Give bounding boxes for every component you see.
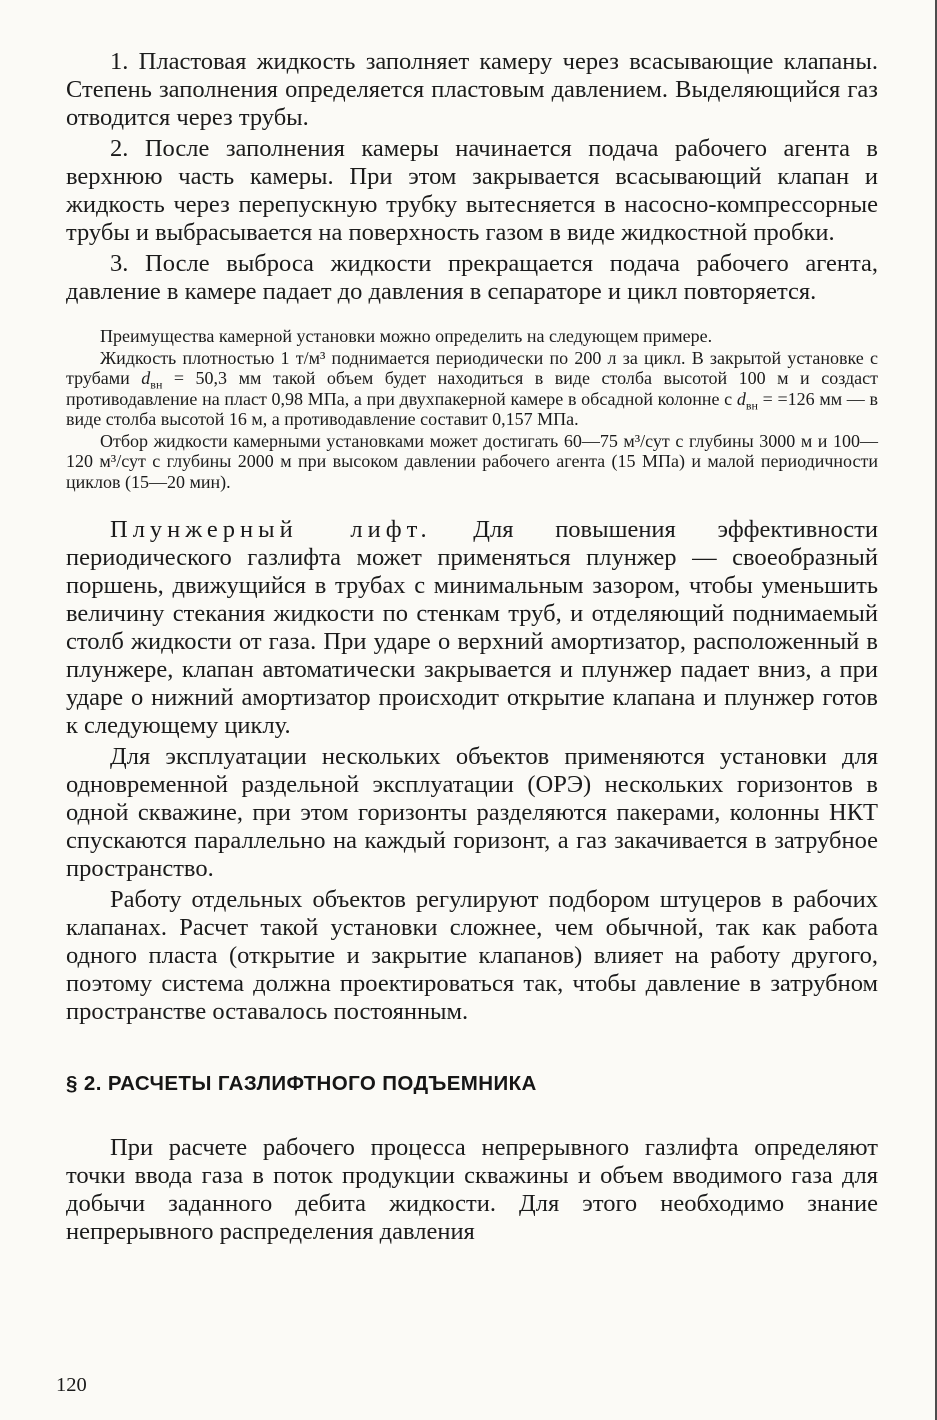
- example-intro-paragraph: Преимущества камерной установки можно определить на следующем примере.: [100, 326, 713, 346]
- numbered-item-1: 1. Пластовая жидкость заполняет камеру через всасывающие клапаны. Степень заполнения определяется пластовым давлением. Выделяющийся газ отводится через трубы.: [66, 48, 878, 131]
- variable-d: d: [141, 368, 151, 388]
- numbered-item-2: 2. После заполнения камеры начинается подача рабочего агента в верхнюю часть камеры. При этом закрывается всасывающий клапан и жидкость через перепускную трубку вытесняется в насосно-компрессорные трубы и выбрасывается на поверхность газом в виде жидкостной пробки.: [66, 135, 878, 246]
- book-page: [66, 48, 878, 1249]
- subscript-vn: вн: [150, 377, 163, 392]
- subscript-vn: вн: [745, 398, 758, 413]
- main-text-block: [66, 516, 878, 1026]
- variable-d: d: [736, 388, 746, 409]
- plunger-lift-term: Плунжерный лифт.: [110, 516, 432, 543]
- ore-paragraph: Для эксплуатации нескольких объектов применяются установки для одновременной раздельной эксплуатации (ОРЭ) нескольких горизонтов в одной скважине, при этом горизонты разделяются пакерами, колонны НКТ спускаются параллельно на каждый горизонт, а газ закачивается в затрубное пространство.: [66, 743, 878, 882]
- example-text-part-3: = =126 мм — в виде столба высотой 16 м, а противодавление составит 0,157 МПа.: [66, 388, 878, 429]
- regulation-paragraph: Работу отдельных объектов регулируют подбором штуцеров в рабочих клапанах. Расчет такой установки сложнее, чем обычной, так как работа одного пласта (открытие и закрытие клапанов) влияет на работу другого, поэтому система должна проектироваться так, чтобы давление в затрубном пространстве оставалось постоянным.: [66, 886, 878, 1025]
- example-output-paragraph: Отбор жидкости камерными установками может достигать 60—75 м³/сут с глубины 3000 м и 100—120 м³/сут с глубины 2000 м при высоком давлении рабочего агента (15 МПа) и малой периодичности циклов (15—20 мин).: [66, 430, 878, 492]
- example-small-print-block: [66, 326, 878, 492]
- section-heading: § 2. РАСЧЕТЫ ГАЗЛИФТНОГО ПОДЪЕМНИКА: [66, 1072, 537, 1095]
- example-calculation-paragraph: [66, 348, 878, 430]
- final-paragraph: При расчете рабочего процесса непрерывного газлифта определяют точки ввода газа в поток продукции скважины и объем вводимого газа для добычи заданного дебита жидкости. Для этого необходимо знание непрерывного распределения давления: [66, 1134, 878, 1245]
- numbered-list: [66, 48, 878, 306]
- plunger-lift-paragraph: [66, 516, 878, 740]
- example-text-part-1: Жидкость плотностью 1 т/м³ поднимается периодически по 200 л за цикл. В закрытой установке с трубами: [66, 347, 878, 388]
- page-number: 120: [56, 1374, 87, 1396]
- numbered-item-3: 3. После выброса жидкости прекращается подача рабочего агента, давление в камере падает до давления в сепараторе и цикл повторяется.: [66, 250, 878, 305]
- plunger-lift-text: Для повышения эффективности периодического газлифта может применяться плунжер — своеобразный поршень, движущийся в трубах с минимальным зазором, чтобы уменьшить величину стекания жидкости по стенкам труб, и отделяющий поднимаемый столб жидкости от газа. При ударе о верхний амортизатор, расположенный в плунжере, клапан автоматически закрывается и плунжер падает вниз, а при ударе о нижний амортизатор происходит открытие клапана и плунжер готов к следующему циклу.: [66, 516, 878, 739]
- example-text-part-2: = 50,3 мм такой объем будет находиться в виде столба высотой 100 м и создаст противодавление на пласт 0,98 МПа, а при двухпакерной камере в обсадной колонне с: [66, 368, 878, 409]
